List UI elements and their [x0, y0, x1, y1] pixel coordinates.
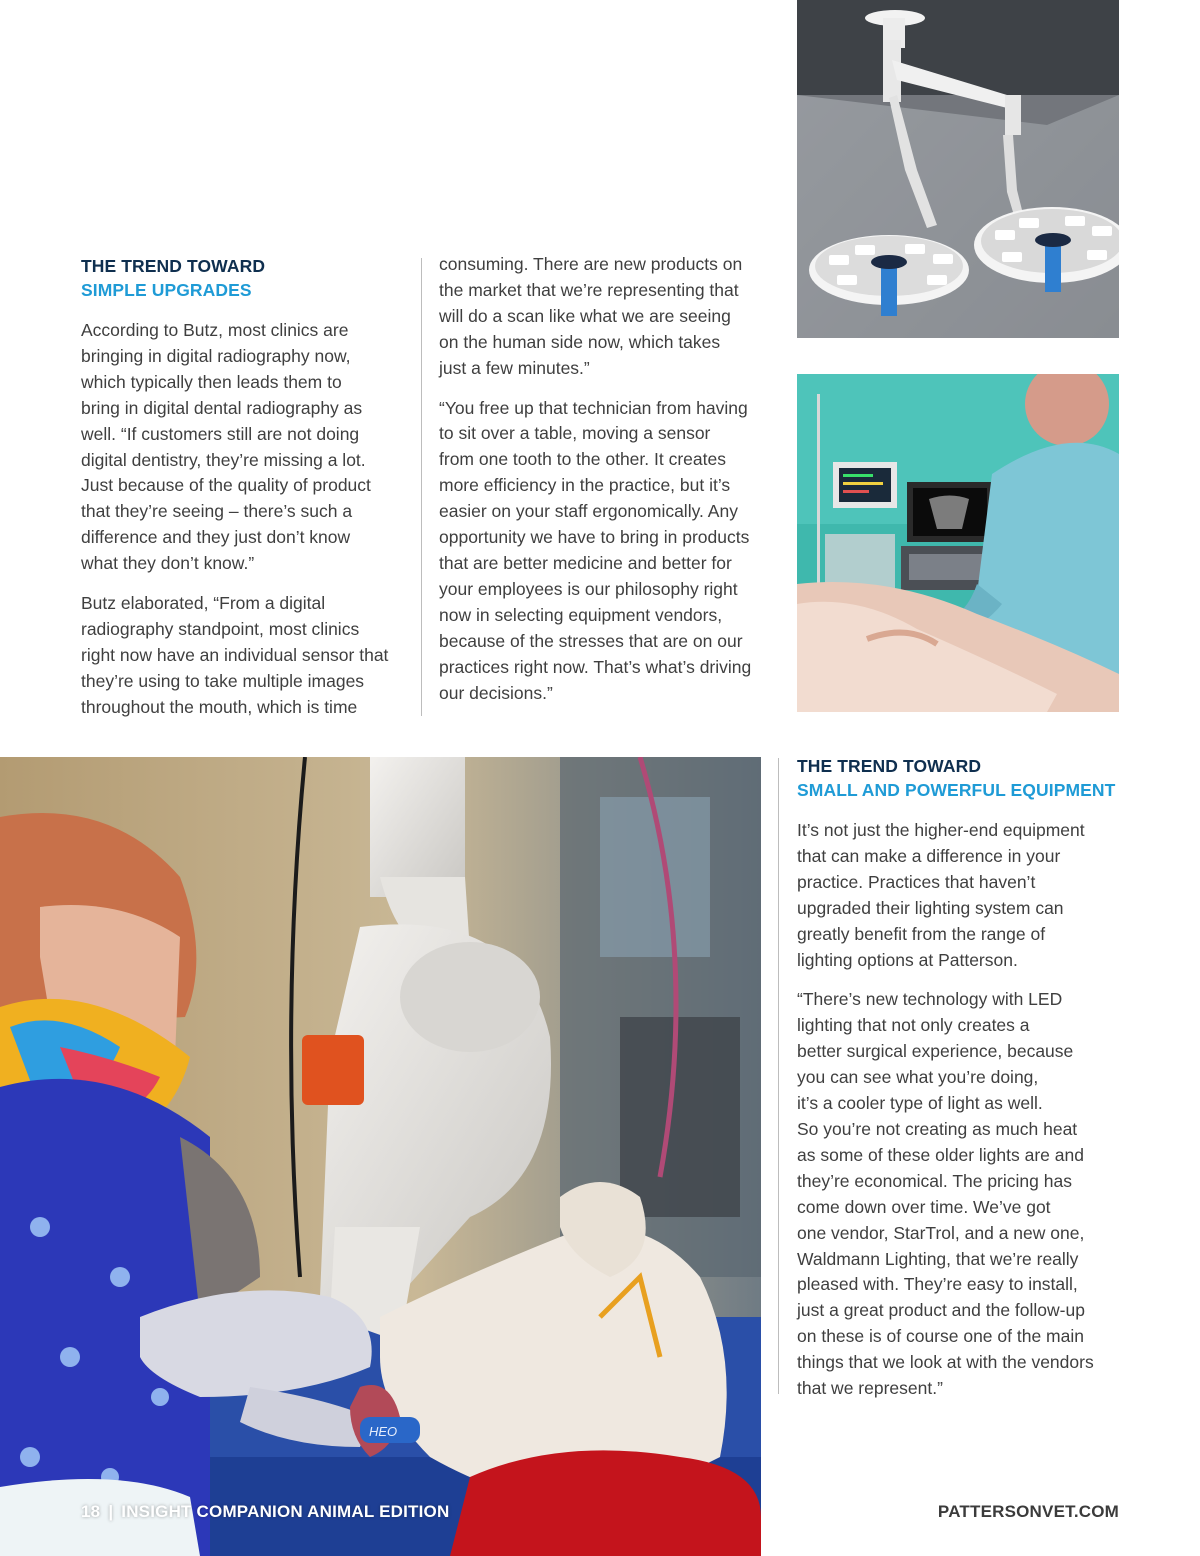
- text-line: just a great product and the follow-up: [797, 1300, 1085, 1321]
- text-line: you can see what you’re doing,: [797, 1067, 1039, 1088]
- column-divider: [778, 758, 779, 1394]
- text-line: Just because of the quality of product: [81, 475, 371, 496]
- heading-line-2: SIMPLE UPGRADES: [81, 280, 252, 300]
- heading-line-1: THE TREND TOWARD: [797, 756, 982, 776]
- text-line: greatly benefit from the range of: [797, 923, 1046, 944]
- page-number: 18: [81, 1502, 101, 1521]
- text-line: It’s not just the higher-end equipment: [797, 820, 1085, 840]
- text-line: one vendor, StarTrol, and a new one,: [797, 1222, 1085, 1243]
- text-line: they’re economical. The pricing has: [797, 1170, 1072, 1191]
- text-line: which typically then leads them to: [81, 371, 342, 392]
- text-line: it’s a cooler type of light as well.: [797, 1093, 1043, 1114]
- text-line: better surgical experience, because: [797, 1041, 1074, 1062]
- text-line: that they’re seeing – there’s such a: [81, 501, 353, 522]
- text-line: that can make a difference in your: [797, 845, 1061, 866]
- text-line: will do a scan like what we are seeing: [439, 305, 731, 326]
- heading-line-2: SMALL AND POWERFUL EQUIPMENT: [797, 780, 1116, 800]
- publication-name: INSIGHT COMPANION ANIMAL EDITION: [121, 1502, 450, 1521]
- text-line: difference and they just don’t know: [81, 527, 351, 548]
- text-line: because of the stresses that are on our: [439, 630, 743, 651]
- text-line: Waldmann Lighting, that we’re really: [797, 1248, 1079, 1269]
- text-line: bring in digital dental radiography as: [81, 397, 363, 418]
- text-line: as some of these older lights are and: [797, 1144, 1084, 1165]
- ultrasound-exam-photo: [797, 374, 1119, 712]
- text-line: throughout the mouth, which is time: [81, 696, 358, 717]
- text-line: come down over time. We’ve got: [797, 1196, 1051, 1217]
- paragraph: [81, 318, 411, 577]
- text-line: bringing in digital radiography now,: [81, 345, 351, 366]
- right-column: [797, 754, 1127, 1416]
- text-line: Butz elaborated, “From a digital: [81, 593, 326, 614]
- text-line: well. “If customers still are not doing: [81, 423, 360, 444]
- text-line: easier on your staff ergonomically. Any: [439, 501, 738, 522]
- text-line: just a few minutes.”: [439, 357, 590, 378]
- text-line: radiography standpoint, most clinics: [81, 618, 360, 639]
- photo-tag-text: HEO: [369, 1424, 398, 1439]
- text-line: “There’s new technology with LED: [797, 989, 1063, 1010]
- dental-radiography-photo: [0, 757, 761, 1556]
- text-line: lighting options at Patterson.: [797, 949, 1018, 970]
- text-line: they’re using to take multiple images: [81, 670, 365, 691]
- text-line: practice. Practices that haven’t: [797, 871, 1036, 892]
- text-line: from one tooth to the other. It creates: [439, 449, 726, 470]
- section-heading-simple-upgrades: [81, 254, 411, 302]
- middle-column: [439, 252, 769, 720]
- footer-website-link[interactable]: PATTERSONVET.COM: [937, 1502, 1119, 1521]
- text-line: practices right now. That’s what’s driving: [439, 656, 752, 677]
- paragraph: [797, 987, 1127, 1402]
- section-heading-small-powerful-equipment: [797, 754, 1127, 802]
- text-line: that are better medicine and better for: [439, 552, 732, 573]
- paragraph: [81, 591, 411, 721]
- footer-folio: [81, 1502, 449, 1522]
- text-line: “You free up that technician from having: [439, 397, 748, 418]
- paragraph: [439, 396, 769, 707]
- text-line: consuming. There are new products on: [439, 254, 743, 274]
- text-line: your employees is our philosophy right: [439, 578, 738, 599]
- text-line: opportunity we have to bring in products: [439, 527, 750, 548]
- left-column: [81, 254, 411, 735]
- text-line: on the human side now, which takes: [439, 331, 721, 352]
- text-line: that we represent.”: [797, 1378, 943, 1399]
- text-line: what they don’t know.”: [81, 553, 255, 574]
- heading-line-1: THE TREND TOWARD: [81, 256, 266, 276]
- text-line: things that we look at with the vendors: [797, 1352, 1094, 1373]
- text-line: more efficiency in the practice, but it’s: [439, 475, 731, 496]
- footer-separator: |: [108, 1502, 114, 1521]
- text-line: the market that we’re representing that: [439, 279, 739, 300]
- paragraph: [439, 252, 769, 382]
- text-line: now in selecting equipment vendors,: [439, 604, 723, 625]
- column-divider: [421, 258, 422, 716]
- text-line: digital dentistry, they’re missing a lot.: [81, 449, 366, 470]
- text-line: our decisions.”: [439, 682, 553, 703]
- text-line: upgraded their lighting system can: [797, 897, 1064, 918]
- right-column-body: [797, 818, 1127, 1402]
- text-line: So you’re not creating as much heat: [797, 1118, 1078, 1139]
- surgical-lights-photo: [797, 0, 1119, 338]
- text-line: right now have an individual sensor that: [81, 644, 389, 665]
- left-column-body: [81, 318, 411, 721]
- text-line: on these is of course one of the main: [797, 1326, 1084, 1347]
- text-line: lighting that not only creates a: [797, 1015, 1030, 1036]
- text-line: to sit over a table, moving a sensor: [439, 423, 711, 444]
- text-line: pleased with. They’re easy to install,: [797, 1274, 1078, 1295]
- paragraph: [797, 818, 1127, 973]
- text-line: According to Butz, most clinics are: [81, 320, 349, 340]
